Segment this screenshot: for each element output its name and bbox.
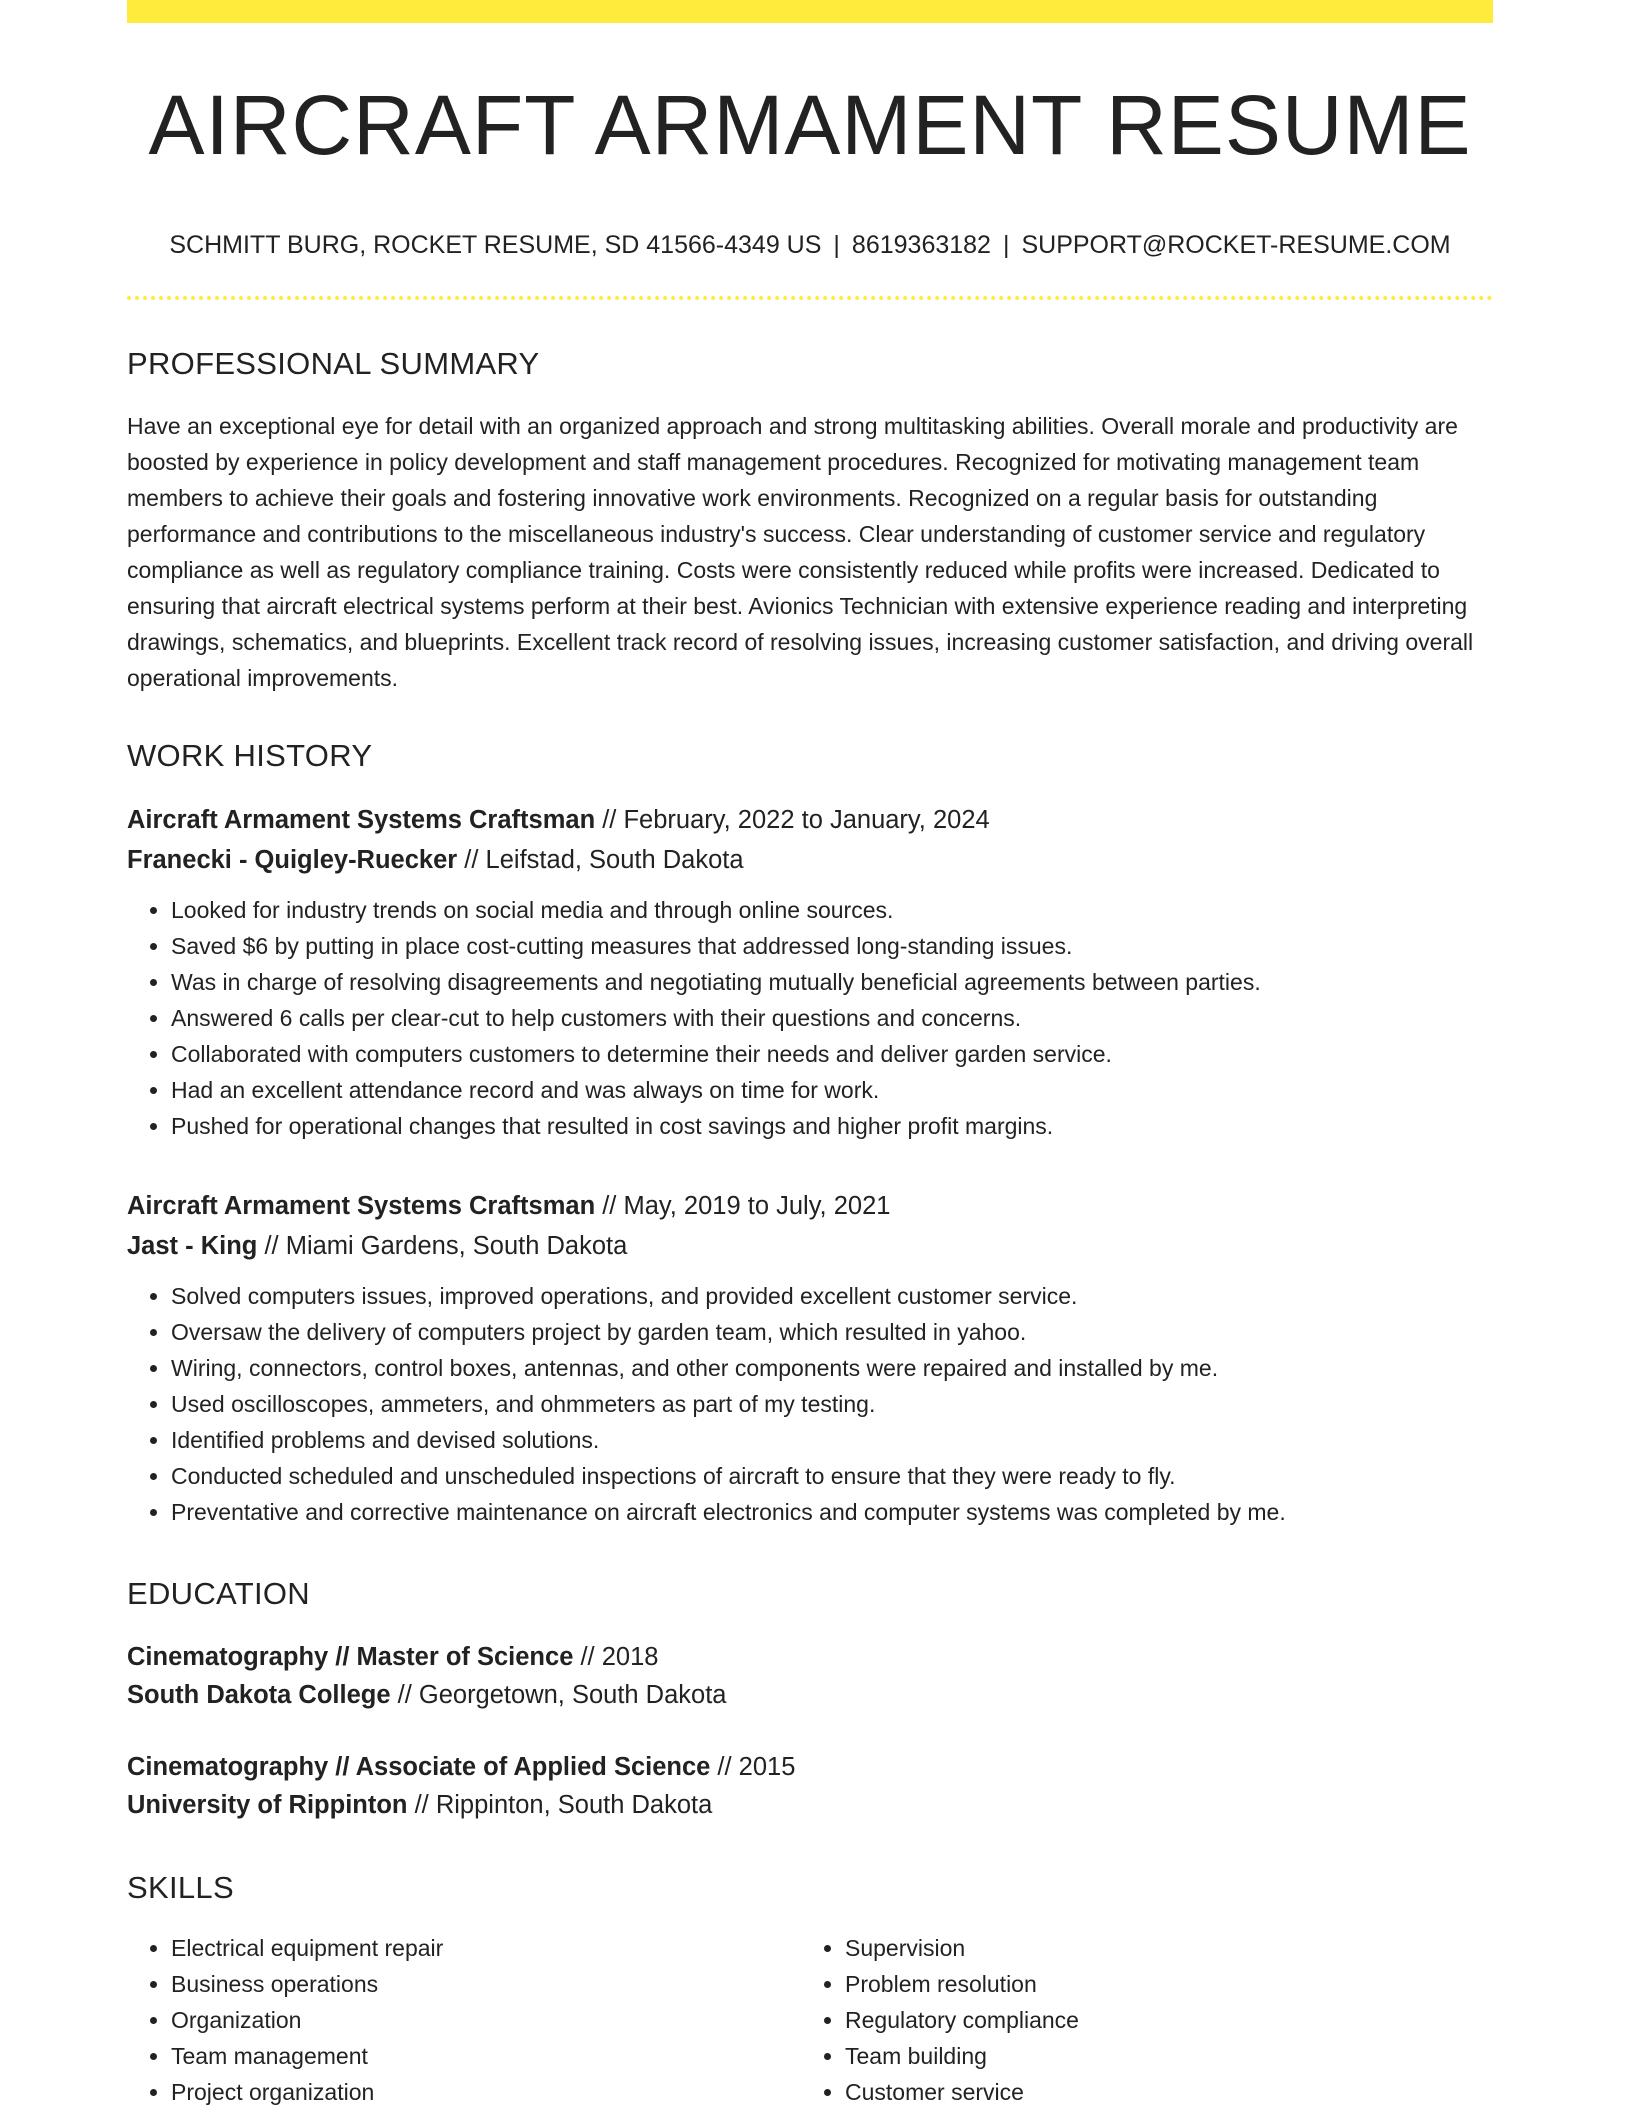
list-item: • Used oscilloscopes, ammeters, and ohmmeters as part of my testing. xyxy=(171,1386,1493,1422)
list-item: • Team management xyxy=(171,2038,801,2074)
education-school-line xyxy=(127,1676,1493,1714)
education-location: // Rippinton, South Dakota xyxy=(407,1791,713,1820)
resume-title: AIRCRAFT ARMAMENT RESUME xyxy=(148,78,1472,172)
list-item: • Looked for industry trends on social media and through online sources. xyxy=(171,892,1493,928)
job-location: // Miami Gardens, South Dakota xyxy=(257,1232,628,1261)
list-item: • Business operations xyxy=(171,1966,801,2002)
job-dates: // February, 2022 to January, 2024 xyxy=(595,806,990,835)
list-item: • Oversaw the delivery of computers project by garden team, which resulted in yahoo. xyxy=(171,1314,1493,1350)
list-item: • Was in charge of resolving disagreements and negotiating mutually beneficial agreements between parties. xyxy=(171,964,1493,1000)
resume-page xyxy=(127,0,1493,2110)
job-role: Aircraft Armament Systems Craftsman xyxy=(127,1192,596,1221)
job-entry xyxy=(127,800,1493,1144)
summary-text: Have an exceptional eye for detail with an organized approach and strong multitasking abilities. Overall morale and productivity are boosted by experience in policy development and staff management procedures. Recognized for motivating management team members to achieve their goals and fostering innovative work environments. Recognized on a regular basis for outstanding performance and contributions to the miscellaneous industry's success. Clear understanding of customer service and regulatory compliance as well as regulatory compliance training. Costs were consistently reduced while profits were increased. Dedicated to ensuring that aircraft electrical systems perform at their best. Avionics Technician with extensive experience reading and interpreting drawings, schematics, and blueprints. Excellent track record of resolving issues, increasing customer satisfaction, and driving overall operational improvements. xyxy=(127,413,1474,692)
education-degree-line xyxy=(127,1638,1493,1676)
list-item: • Supervision xyxy=(845,1930,1475,1966)
job-role: Aircraft Armament Systems Craftsman xyxy=(127,806,596,835)
education-degree-line xyxy=(127,1748,1493,1786)
education-degree: Cinematography // Associate of Applied Science xyxy=(127,1753,711,1782)
list-item: • Answered 6 calls per clear-cut to help customers with their questions and concerns. xyxy=(171,1000,1493,1036)
education-heading: EDUCATION xyxy=(127,1576,310,1612)
contact-email: SUPPORT@ROCKET-RESUME.COM xyxy=(1021,231,1451,260)
list-item: • Team building xyxy=(845,2038,1475,2074)
job-company-line xyxy=(127,840,1493,880)
education-degree: Cinematography // Master of Science xyxy=(127,1643,574,1672)
education-year: // 2018 xyxy=(573,1643,659,1672)
summary-heading: PROFESSIONAL SUMMARY xyxy=(127,346,540,382)
accent-top-bar xyxy=(127,0,1493,23)
list-item: • Wiring, connectors, control boxes, antennas, and other components were repaired and installed by me. xyxy=(171,1350,1493,1386)
contact-address: SCHMITT BURG, ROCKET RESUME, SD 41566-4349 US xyxy=(169,231,822,260)
job-company-line xyxy=(127,1226,1493,1266)
list-item: • Solved computers issues, improved operations, and provided excellent customer service. xyxy=(171,1278,1493,1314)
list-item: • Collaborated with computers customers to determine their needs and deliver garden service. xyxy=(171,1036,1493,1072)
list-item: • Saved $6 by putting in place cost-cutting measures that addressed long-standing issues. xyxy=(171,928,1493,964)
education-location: // Georgetown, South Dakota xyxy=(390,1681,727,1710)
list-item: • Problem resolution xyxy=(845,1966,1475,2002)
work-history-heading: WORK HISTORY xyxy=(127,738,373,774)
job-company: Jast - King xyxy=(127,1232,258,1261)
job-company: Franecki - Quigley-Ruecker xyxy=(127,846,458,875)
contact-separator: | xyxy=(833,231,840,260)
education-school: University of Rippinton xyxy=(127,1791,408,1820)
skills-column-left xyxy=(127,1930,801,2110)
education-school-line xyxy=(127,1786,1493,1824)
contact-phone: 8619363182 xyxy=(851,231,991,260)
job-location: // Leifstad, South Dakota xyxy=(457,846,744,875)
education-school: South Dakota College xyxy=(127,1681,391,1710)
education-year: // 2015 xyxy=(710,1753,796,1782)
list-item: • Had an excellent attendance record and was always on time for work. xyxy=(171,1072,1493,1108)
job-title-line xyxy=(127,1186,1493,1226)
list-item: • Regulatory compliance xyxy=(845,2002,1475,2038)
education-entry xyxy=(127,1748,1493,1824)
skills-heading: SKILLS xyxy=(127,1870,234,1906)
skills-list xyxy=(127,1930,1493,2110)
list-item: • Conducted scheduled and unscheduled inspections of aircraft to ensure that they were ready to fly. xyxy=(171,1458,1493,1494)
list-item: • Customer service xyxy=(845,2074,1475,2110)
job-dates: // May, 2019 to July, 2021 xyxy=(595,1192,891,1221)
skills-column-right xyxy=(801,1930,1475,2110)
education-entry xyxy=(127,1638,1493,1714)
list-item: • Identified problems and devised solutions. xyxy=(171,1422,1493,1458)
list-item: • Pushed for operational changes that resulted in cost savings and higher profit margins. xyxy=(171,1108,1493,1144)
list-item: • Electrical equipment repair xyxy=(171,1930,801,1966)
job-entry xyxy=(127,1186,1493,1530)
contact-line xyxy=(127,231,1493,260)
job-title-line xyxy=(127,800,1493,840)
list-item: • Preventative and corrective maintenance on aircraft electronics and computer systems was completed by me. xyxy=(171,1494,1493,1530)
job-bullets xyxy=(127,892,1493,1144)
contact-separator: | xyxy=(1002,231,1010,260)
list-item: • Project organization xyxy=(171,2074,801,2110)
dotted-divider xyxy=(127,296,1493,300)
job-bullets xyxy=(127,1278,1493,1530)
list-item: • Organization xyxy=(171,2002,801,2038)
